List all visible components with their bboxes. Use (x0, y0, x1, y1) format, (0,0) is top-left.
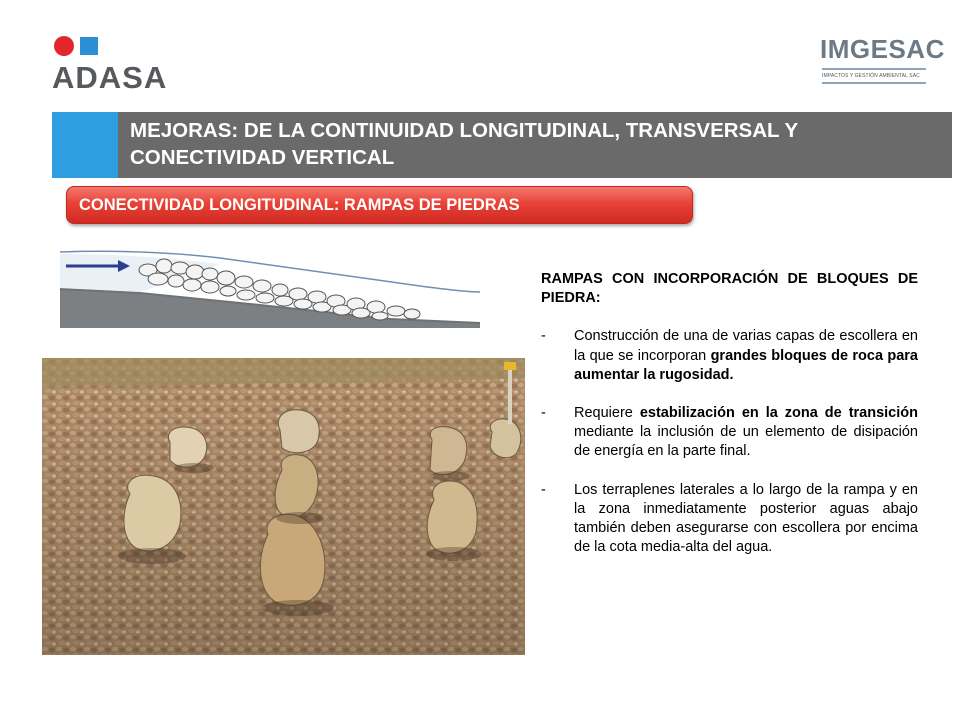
imgesac-tagline: IMPACTOS Y GESTIÓN AMBIENTAL SAC (822, 73, 920, 79)
logo-divider (822, 82, 926, 84)
bullet-bold-text: grandes bloques de roca para aumentar la rugosidad. (574, 347, 918, 383)
adasa-wordmark: ADASA (52, 60, 168, 95)
slide-title (118, 112, 952, 178)
bullet-item (541, 327, 918, 385)
imgesac-wordmark: IMGESAC (820, 34, 945, 64)
slide-title-line2: CONECTIVIDAD VERTICAL (130, 146, 395, 169)
bullet-dash: - (541, 328, 546, 345)
content-heading: RAMPAS CON INCORPORACIÓN DE BLOQUES DE PIEDRA: (541, 271, 918, 307)
bullet-item (541, 404, 918, 462)
stone-ramp-photo (42, 358, 525, 655)
bullet-dash: - (541, 405, 546, 422)
bullet-item (541, 481, 918, 558)
logo-divider (822, 68, 926, 70)
adasa-logo (52, 32, 172, 94)
bullet-dash: - (541, 481, 546, 498)
logo-blue-square (80, 37, 98, 55)
bullet-text: Construcción de una de varias capas de escollera en la que se incorporan (574, 328, 918, 364)
bullet-text: Requiere (574, 405, 640, 422)
bullet-text-after: mediante la inclusión de un elemento de disipación de energía en la parte final. (574, 424, 918, 460)
title-accent-block (52, 112, 118, 178)
logo-red-circle (54, 36, 74, 56)
section-subtitle: CONECTIVIDAD LONGITUDINAL: RAMPAS DE PIEDRAS (66, 186, 693, 224)
content-text (541, 270, 918, 576)
bullet-bold-text: estabilización en la zona de transición (639, 405, 918, 422)
ramp-cross-section-diagram (60, 244, 480, 328)
bullet-text: Los terraplenes laterales a lo largo de la rampa y en la zona inmediatamente posterior aguas abajo también deben asegurarse con escollera por encima de la cota media-alta del agua. (574, 481, 918, 556)
imgesac-logo (818, 34, 945, 94)
slide-title-line1: MEJORAS: DE LA CONTINUIDAD LONGITUDINAL, TRANSVERSAL Y (130, 119, 799, 142)
